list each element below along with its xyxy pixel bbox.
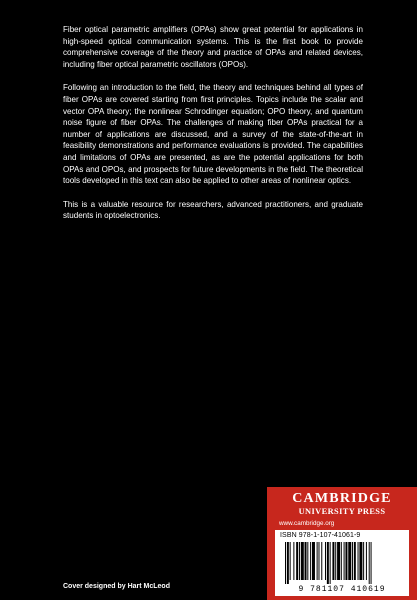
- publisher-logo-box: [267, 487, 417, 600]
- cover-designer-credit: Cover designed by Hart McLeod: [63, 583, 170, 590]
- back-cover-blurb: [63, 24, 363, 234]
- publisher-name: CAMBRIDGE: [292, 491, 392, 506]
- blurb-paragraph-1: Fiber optical parametric amplifiers (OPAs) show great potential for applications in high-speed optical communication systems. This is the first book to provide comprehensive coverage of the theory and practice of OPAs and related devices, including fiber optical parametric oscillators (OPOs).: [63, 25, 363, 69]
- barcode-icon: [285, 542, 399, 584]
- barcode-digits: 9 781107 410619: [298, 585, 386, 594]
- isbn-panel: [275, 530, 409, 596]
- isbn-label: ISBN 978-1-107-41061-9: [280, 532, 361, 539]
- publisher-subtitle: UNIVERSITY PRESS: [298, 507, 386, 516]
- blurb-paragraph-3: This is a valuable resource for researchers, advanced practitioners, and graduate students in optoelectronics.: [63, 199, 363, 221]
- blurb-paragraph-2: Following an introduction to the field, the theory and techniques behind all types of fiber OPAs are covered starting from first principles. Topics include the scalar and vector OPA theory; the nonlinear Schrodinger equation; OPO theory, and quantum noise figure of fiber OPAs. The challenges of making fiber OPAs practical for a number of applications are discussed, and a survey of the state-of-the-art in feasibility demonstrations and performance evaluations is provided. The capabilities and limitations of OPAs are presented, as are the potential applications for both OPAs and OPOs, and prospects for future developments in the field. The theoretical tools developed in this text can also be applied to other areas of nonlinear optics.: [63, 83, 363, 186]
- publisher-url: www.cambridge.org: [279, 520, 335, 527]
